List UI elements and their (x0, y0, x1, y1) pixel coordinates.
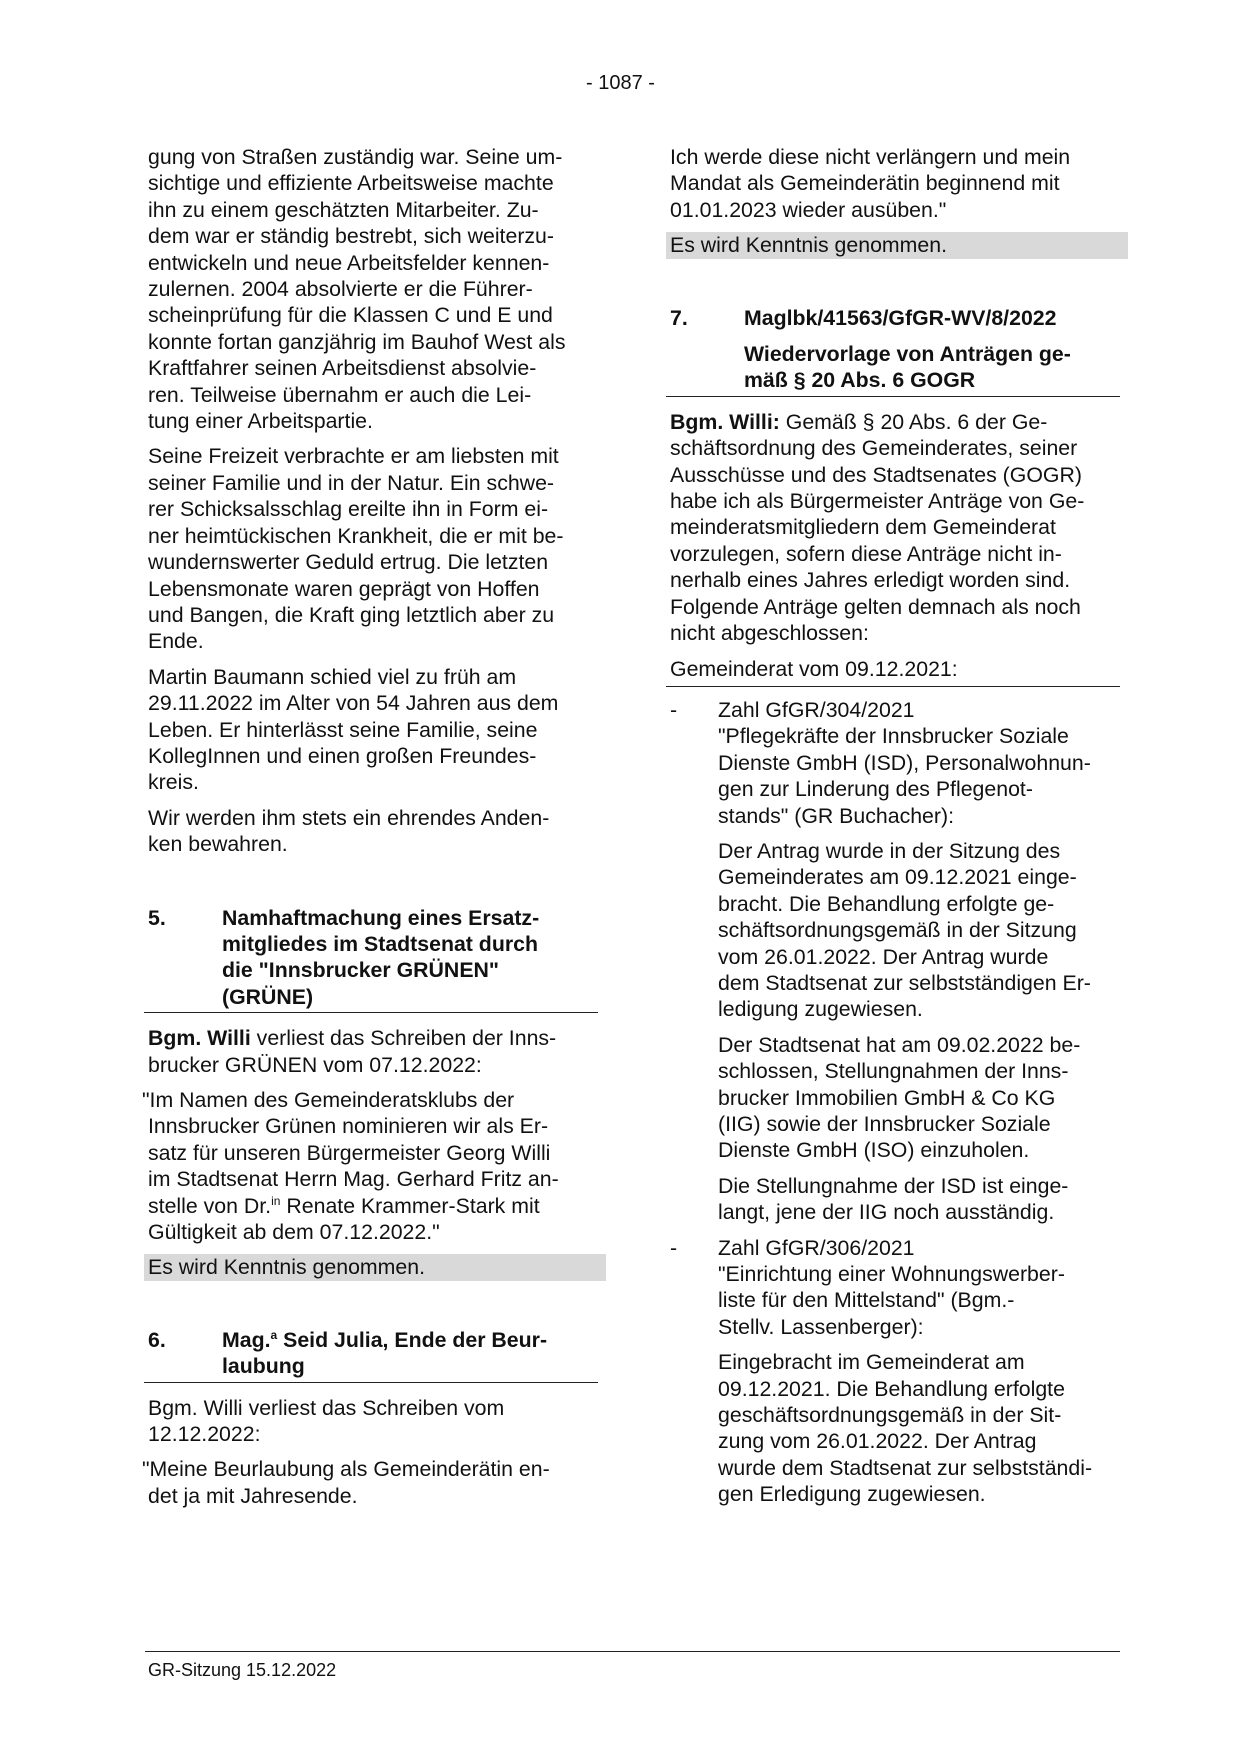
agenda-item-number: 5. (148, 905, 166, 930)
list-item-paragraph: Die Stellungnahme der ISD ist einge- langt, jene der IIG noch ausständig. (718, 1173, 1069, 1225)
agenda-item-5-heading: 5. Namhaftmachung eines Ersatz- mitgliedes im Stadtsenat durch die "Innsbrucker GRÜNEN" (GRÜNE) (148, 905, 540, 1009)
list-item-paragraph: Der Antrag wurde in der Sitzung des Gemeinderates am 09.12.2021 einge- bracht. Die Behandlung erfolgte ge- schäftsordnungsgemäß in der Sitzung vom 26.01.2022. Der Antrag wurde dem Stadtsenat zur selbstständigen Er- ledigung zugewiesen. (718, 838, 1091, 1022)
right-column (670, 144, 1120, 1517)
section-divider (144, 1382, 598, 1383)
section-divider (666, 396, 1120, 397)
paragraph-obituary: Martin Baumann schied viel zu früh am 29.11.2022 im Alter von 54 Jahren aus dem Leben. Er hinterlässt seine Familie, seine KollegInnen und einen großen Freundes- kreis. (148, 664, 559, 795)
footer-session-date: GR-Sitzung 15.12.2022 (148, 1660, 337, 1680)
list-item: - Zahl GfGR/304/2021 "Pflegekräfte der Innsbrucker Soziale Dienste GmbH (ISD), Personalwohnun- gen zur Linderung des Pflegenot- stands" (GR Buchacher): Der Antrag wurde in der Sitzung des Gemeinderates am 09.12.2021 einge- bracht. Die Behandlung erfolgte ge- schäftsordnungsgemäß in der Sitzung vom 26.01.2022. Der Antrag wurde dem Stadtsenat zur selbstständigen Er- ledigung zugewiesen. Der Stadtsenat hat am 09.02.2022 be- schlossen, Stellungnahmen der Inns- brucker Immobilien GmbH & Co KG (IIG) sowie der Innsbrucker Soziale Dienste GmbH (ISO) einzuholen. Die Stellungnahme der ISD ist einge- langt, jene der IIG noch ausständig. (670, 697, 1120, 1226)
notice-acknowledged: Es wird Kenntnis genommen. (666, 232, 1128, 258)
sub-heading-divider (666, 686, 1120, 687)
paragraph-career: gung von Straßen zuständig war. Seine um- sichtige und effiziente Arbeitsweise machte ihn zu einem geschätzten Mitarbeiter. Zu- dem war er ständig bestrebt, sich weiterzu- entwickeln und neue Arbeitsfelder kennen- zulernen. 2004 absolvierte er die Führer- scheinprüfung für die Klassen C und E und konnte fortan ganzjährig im Bauhof West als Kraftfahrer seinen Arbeitsdienst absolvie- ren. Teilweise übernahm er auch die Lei- tung einer Arbeitspartie. (148, 145, 566, 434)
agenda-item-code: Maglbk/41563/GfGR-WV/8/2022 (744, 305, 1057, 330)
notice-acknowledged: Es wird Kenntnis genommen. (144, 1254, 606, 1280)
page-number: - 1087 - (586, 72, 655, 94)
list-item-title: Zahl GfGR/304/2021 "Pflegekräfte der Innsbrucker Soziale Dienste GmbH (ISD), Personalwohnun- gen zur Linderung des Pflegenot- stands" (GR Buchacher): (718, 697, 1091, 828)
list-item-paragraph: Eingebracht im Gemeinderat am 09.12.2021. Die Behandlung erfolgte geschäftsordnungsgemäß in der Sit- zung vom 26.01.2022. Der Antrag wurde dem Stadtsenat zur selbstständi- gen Erledigung zugewiesen. (718, 1350, 1093, 1507)
agenda-item-7-heading: 7. Maglbk/41563/GfGR-WV/8/2022 Wiedervorlage von Anträgen ge- mäß § 20 Abs. 6 GOGR (670, 305, 1120, 394)
left-column (142, 144, 598, 1518)
agenda-item-number: 7. (670, 305, 688, 330)
list-item-paragraph: Der Stadtsenat hat am 09.02.2022 be- schlossen, Stellungnahmen der Inns- brucker Immobilien GmbH & Co KG (IIG) sowie der Innsbrucker Soziale Dienste GmbH (ISO) einzuholen. (718, 1032, 1081, 1163)
paragraph-quote-continued: Ich werde diese nicht verlängern und mein Mandat als Gemeinderätin beginnend mit 01.01.2023 wieder ausüben." (670, 145, 1071, 222)
footer-divider (145, 1651, 1120, 1652)
paragraph-gogr: Bgm. Willi: Gemäß § 20 Abs. 6 der Ge- schäftsordnung des Gemeinderates, seiner Ausschüsse und des Stadtsenates (GOGR) habe ich als Bürgermeister Anträge von Ge- meinderatsmitgliedern dem Gemeinderat vorzulegen, sofern diese Anträge nicht in- nerhalb eines Jahres erledigt worden sind. Folgende Anträge gelten demnach als noch nicht abgeschlossen: (670, 409, 1085, 646)
paragraph-reading: Bgm. Willi verliest das Schreiben der Inns- brucker GRÜNEN vom 07.12.2022: (148, 1026, 557, 1077)
paragraph-memory: Wir werden ihm stets ein ehrendes Anden- ken bewahren. (148, 805, 550, 857)
list-item: - Zahl GfGR/306/2021 "Einrichtung einer Wohnungswerber- liste für den Mittelstand" (Bgm.- Stellv. Lassenberger): Eingebracht im Gemeinderat am 09.12.2021. Die Behandlung erfolgte geschäftsordnungsgemäß in der Sit- zung vom 26.01.2022. Der Antrag wurde dem Stadtsenat zur selbstständi- gen Erledigung zugewiesen. (670, 1235, 1120, 1508)
quote-leave: "Meine Beurlaubung als Gemeinderätin en- det ja mit Jahresende. (142, 1457, 550, 1508)
sub-heading-council-date: Gemeinderat vom 09.12.2021: (670, 656, 958, 681)
paragraph-reading-2: Bgm. Willi verliest das Schreiben vom 12.12.2022: (148, 1395, 505, 1447)
section-divider (144, 1012, 598, 1013)
quote-nomination: "Im Namen des Gemeinderatsklubs der Innsbrucker Grünen nominieren wir als Er- satz für unseren Bürgermeister Georg Willi im Stadtsenat Herrn Mag. Gerhard Fritz an- stelle von Dr.$^{in}$ Renate Krammer-Stark mit Gültigkeit ab dem 07.12.2022." (142, 1088, 559, 1245)
paragraph-freetime: Seine Freizeit verbrachte er am liebsten mit seiner Familie und in der Natur. Ein schwe- rer Schicksalsschlag ereilte ihn in Form ei- ner heimtückischen Krankheit, die er mit be- wundernswerter Geduld ertrug. Die letzten Lebensmonate waren geprägt von Hoffen und Bangen, die Kraft ging letztlich aber zu Ende. (148, 444, 564, 654)
list-item-title: Zahl GfGR/306/2021 "Einrichtung einer Wohnungswerber- liste für den Mittelstand" (Bgm.- Stellv. Lassenberger): (718, 1235, 1065, 1339)
agenda-item-6-heading: 6. Mag.$^a$ Seid Julia, Ende der Beur- laubung (148, 1327, 548, 1379)
agenda-item-number: 6. (148, 1327, 166, 1352)
